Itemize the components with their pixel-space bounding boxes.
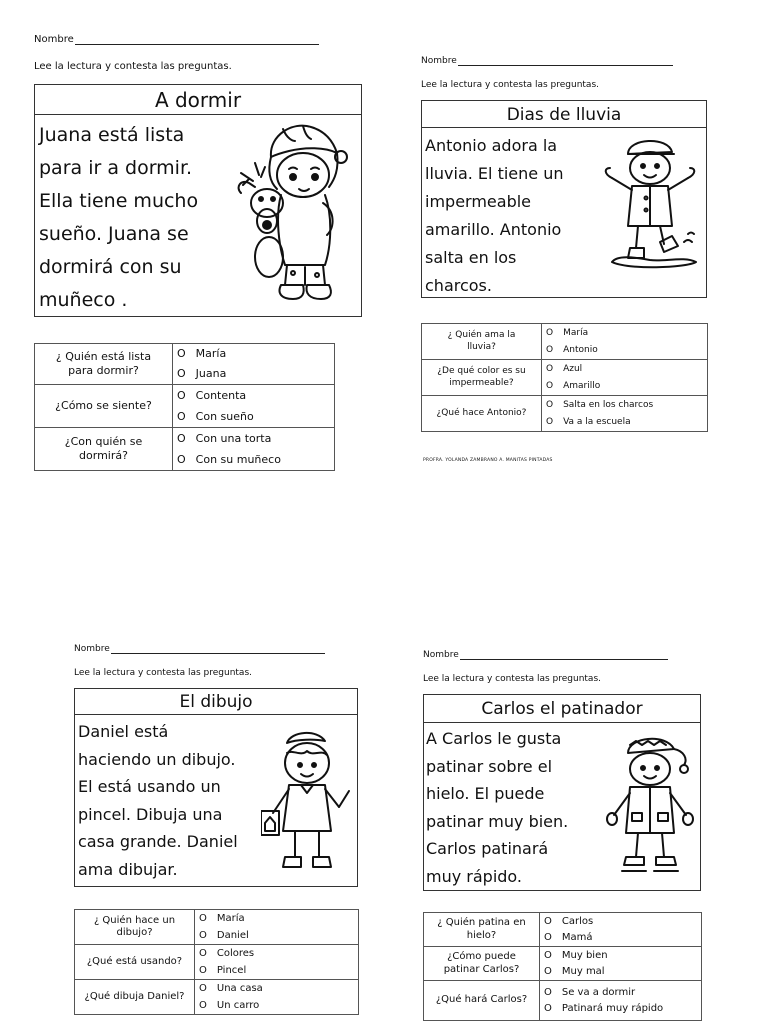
radio-circle-icon[interactable]: O bbox=[544, 965, 552, 977]
story-line: Juana está lista bbox=[39, 124, 185, 146]
instructions-text: Lee la lectura y contesta las preguntas. bbox=[74, 668, 253, 678]
answer-option[interactable] bbox=[177, 364, 330, 384]
question-cell bbox=[75, 980, 195, 1015]
option-label: María bbox=[216, 913, 245, 924]
options-cell bbox=[542, 360, 708, 396]
story-title-box bbox=[34, 84, 362, 115]
option-label: Va a la escuela bbox=[563, 416, 631, 427]
story-title-box bbox=[74, 688, 358, 715]
question-cell bbox=[424, 981, 540, 1021]
option-label: María bbox=[195, 347, 227, 360]
story-line: El está usando un bbox=[78, 777, 221, 796]
radio-circle-icon[interactable]: O bbox=[544, 949, 552, 961]
radio-circle-icon[interactable]: O bbox=[546, 399, 554, 410]
answer-option[interactable] bbox=[199, 927, 354, 944]
radio-circle-icon[interactable]: O bbox=[544, 1002, 552, 1014]
story-box bbox=[34, 115, 362, 317]
question-cell bbox=[35, 385, 173, 428]
story-line: hielo. El puede bbox=[426, 784, 545, 803]
table-row bbox=[424, 947, 702, 981]
story-text bbox=[425, 132, 563, 300]
questions-table bbox=[421, 323, 708, 432]
question-text: ¿Cómo se siente? bbox=[55, 399, 152, 413]
option-label: Antonio bbox=[563, 344, 598, 355]
girl-with-teddy-illustration bbox=[233, 117, 353, 301]
answer-option[interactable] bbox=[199, 980, 354, 997]
options-cell bbox=[195, 910, 359, 945]
question-text: hielo? bbox=[466, 929, 497, 941]
story-box bbox=[74, 715, 358, 887]
radio-circle-icon[interactable]: O bbox=[177, 432, 186, 445]
radio-circle-icon[interactable]: O bbox=[199, 1000, 207, 1011]
answer-option[interactable] bbox=[546, 361, 703, 378]
option-label: Se va a dormir bbox=[561, 986, 636, 998]
story-title-box bbox=[423, 694, 701, 723]
instructions-text: Lee la lectura y contesta las preguntas. bbox=[423, 674, 602, 684]
story-line: Antonio adora la bbox=[425, 136, 558, 155]
option-label: Patinará muy rápido bbox=[561, 1002, 664, 1014]
story-line: pincel. Dibuja una bbox=[78, 804, 223, 824]
question-text: ¿ Quién está lista bbox=[55, 350, 152, 364]
answer-option[interactable] bbox=[177, 428, 330, 449]
story-line: Daniel está bbox=[78, 722, 169, 741]
answer-option[interactable] bbox=[177, 385, 330, 406]
name-line[interactable] bbox=[111, 653, 325, 654]
question-text: ¿De qué color es su bbox=[437, 366, 526, 377]
question-text: ¿Cómo puede bbox=[447, 951, 516, 962]
answer-option[interactable] bbox=[544, 948, 697, 964]
questions-table bbox=[74, 909, 359, 1015]
name-field bbox=[423, 650, 668, 660]
radio-circle-icon[interactable]: O bbox=[177, 367, 186, 380]
name-field bbox=[34, 34, 319, 45]
answer-option[interactable] bbox=[177, 449, 330, 470]
story-line: salta en los bbox=[425, 248, 517, 267]
option-label: Amarillo bbox=[563, 380, 601, 391]
story-text bbox=[39, 119, 198, 317]
story-line: Ella tiene mucho bbox=[39, 190, 199, 212]
story-line: sueño. Juana se bbox=[39, 223, 189, 245]
question-text: ¿ Quién patina en bbox=[437, 917, 526, 928]
question-text: dibujo? bbox=[116, 927, 153, 938]
question-text: dormirá? bbox=[79, 449, 128, 462]
story-line: charcos. bbox=[425, 276, 492, 295]
table-row bbox=[35, 385, 335, 428]
question-cell bbox=[35, 344, 173, 385]
option-label: Contenta bbox=[195, 389, 247, 402]
radio-circle-icon[interactable]: O bbox=[544, 931, 552, 943]
question-text: ¿ Quién hace un bbox=[93, 914, 176, 926]
options-cell bbox=[540, 981, 702, 1021]
options-cell bbox=[195, 980, 359, 1015]
instructions-text: Lee la lectura y contesta las preguntas. bbox=[421, 80, 600, 90]
option-label: Colores bbox=[216, 948, 255, 959]
question-cell bbox=[35, 428, 173, 471]
story-line: casa grande. Daniel bbox=[78, 832, 238, 851]
story-text bbox=[78, 718, 238, 883]
options-cell bbox=[542, 324, 708, 360]
table-row bbox=[422, 396, 708, 432]
answer-option[interactable] bbox=[544, 930, 697, 946]
radio-circle-icon[interactable]: O bbox=[199, 965, 207, 976]
worksheet-el-dibujo bbox=[74, 644, 364, 1024]
story-title: Carlos el patinador bbox=[481, 699, 643, 719]
story-title: A dormir bbox=[154, 88, 242, 112]
instructions-text: Lee la lectura y contesta las preguntas. bbox=[34, 61, 232, 72]
options-cell bbox=[540, 947, 702, 981]
answer-option[interactable] bbox=[544, 1001, 697, 1017]
option-label: Muy mal bbox=[561, 965, 605, 977]
story-title-box bbox=[421, 100, 707, 128]
story-box bbox=[423, 723, 701, 891]
question-text: ¿ Quién ama la bbox=[447, 330, 516, 341]
questions-table bbox=[423, 912, 702, 1021]
story-text bbox=[426, 725, 568, 890]
question-text: ¿Qué hará Carlos? bbox=[435, 994, 528, 1006]
option-label: Muy bien bbox=[561, 949, 608, 961]
question-cell bbox=[75, 910, 195, 945]
question-cell bbox=[424, 947, 540, 981]
table-row bbox=[75, 945, 359, 980]
question-text: ¿Qué dibuja Daniel? bbox=[84, 990, 185, 1002]
story-line: para ir a dormir. bbox=[39, 157, 193, 179]
option-label: Pincel bbox=[216, 965, 247, 976]
table-row bbox=[422, 360, 708, 396]
story-line: A Carlos le gusta bbox=[426, 729, 562, 748]
answer-option[interactable] bbox=[199, 997, 354, 1014]
story-line: amarillo. Antonio bbox=[425, 220, 562, 239]
story-line: ama dibujar. bbox=[78, 859, 178, 879]
option-label: Una casa bbox=[216, 983, 263, 994]
table-row bbox=[424, 913, 702, 947]
radio-circle-icon[interactable]: O bbox=[546, 344, 554, 355]
answer-option[interactable] bbox=[546, 414, 703, 431]
radio-circle-icon[interactable]: O bbox=[177, 410, 186, 423]
story-line: muñeco . bbox=[39, 289, 128, 311]
boy-in-raincoat-illustration bbox=[598, 130, 704, 270]
radio-circle-icon[interactable]: O bbox=[177, 453, 186, 466]
question-text: patinar Carlos? bbox=[443, 963, 520, 975]
story-line: muy rápido. bbox=[426, 866, 523, 886]
options-cell bbox=[173, 344, 335, 385]
radio-circle-icon[interactable]: O bbox=[546, 363, 554, 374]
question-text: para dormir? bbox=[68, 364, 139, 377]
options-cell bbox=[195, 945, 359, 980]
option-label: Con una torta bbox=[195, 432, 272, 445]
radio-circle-icon[interactable]: O bbox=[177, 347, 186, 360]
option-label: Daniel bbox=[216, 930, 249, 941]
story-title: Dias de lluvia bbox=[506, 105, 622, 125]
option-label: Azul bbox=[563, 363, 583, 374]
worksheet-a-dormir bbox=[34, 34, 364, 474]
name-line[interactable] bbox=[460, 659, 668, 660]
footer-credit: PROFRA. YOLANDA ZAMBRANO A. MANITAS PINTADAS bbox=[423, 458, 553, 463]
table-row bbox=[75, 910, 359, 945]
radio-circle-icon[interactable]: O bbox=[546, 416, 554, 427]
story-line: patinar sobre el bbox=[426, 756, 553, 776]
option-label: Juana bbox=[195, 367, 227, 380]
answer-option[interactable] bbox=[544, 914, 697, 930]
worksheet-dias-de-lluvia bbox=[421, 56, 711, 466]
option-label: Mamá bbox=[561, 931, 593, 943]
radio-circle-icon[interactable]: O bbox=[199, 913, 207, 924]
name-field bbox=[421, 56, 673, 66]
story-box bbox=[421, 128, 707, 298]
question-text: ¿Qué hace Antonio? bbox=[436, 407, 527, 418]
table-row bbox=[35, 344, 335, 385]
radio-circle-icon[interactable]: O bbox=[177, 389, 186, 402]
answer-option[interactable] bbox=[199, 910, 354, 927]
radio-circle-icon[interactable]: O bbox=[199, 983, 207, 994]
worksheet-carlos-el-patinador bbox=[423, 650, 713, 1024]
question-cell bbox=[422, 324, 542, 360]
option-label: Con su muñeco bbox=[195, 453, 281, 466]
options-cell bbox=[540, 913, 702, 947]
radio-circle-icon[interactable]: O bbox=[546, 380, 554, 391]
table-row bbox=[35, 428, 335, 471]
radio-circle-icon[interactable]: O bbox=[544, 915, 552, 927]
options-cell bbox=[173, 385, 335, 428]
question-text: impermeable? bbox=[449, 377, 514, 388]
radio-circle-icon[interactable]: O bbox=[546, 327, 554, 338]
answer-option[interactable] bbox=[546, 342, 703, 359]
answer-option[interactable] bbox=[199, 945, 354, 962]
option-label: Con sueño bbox=[195, 410, 254, 423]
options-cell bbox=[542, 396, 708, 432]
answer-option[interactable] bbox=[199, 962, 354, 979]
radio-circle-icon[interactable]: O bbox=[544, 986, 552, 998]
question-text: ¿Con quién se bbox=[64, 435, 143, 449]
answer-option[interactable] bbox=[177, 344, 330, 364]
question-cell bbox=[424, 913, 540, 947]
option-label: Un carro bbox=[216, 1000, 260, 1011]
name-field bbox=[74, 644, 325, 654]
boy-with-paintbrush-illustration bbox=[261, 727, 353, 877]
story-line: lluvia. El tiene un bbox=[425, 164, 564, 183]
name-label: Nombre bbox=[34, 34, 74, 45]
answer-option[interactable] bbox=[546, 378, 703, 395]
option-label: María bbox=[563, 327, 589, 338]
table-row bbox=[424, 981, 702, 1021]
answer-option[interactable] bbox=[546, 325, 703, 342]
name-line[interactable] bbox=[75, 44, 319, 45]
story-line: dormirá con su bbox=[39, 256, 182, 278]
table-row bbox=[422, 324, 708, 360]
question-text: lluvia? bbox=[467, 341, 496, 352]
name-label: Nombre bbox=[74, 644, 110, 654]
story-title: El dibujo bbox=[179, 692, 253, 712]
story-line: patinar muy bien. bbox=[426, 811, 569, 831]
name-label: Nombre bbox=[421, 56, 457, 66]
option-label: Carlos bbox=[561, 915, 594, 927]
question-cell bbox=[422, 396, 542, 432]
option-label: Salta en los charcos bbox=[563, 399, 654, 410]
question-text: ¿Qué está usando? bbox=[86, 955, 183, 967]
questions-table bbox=[34, 343, 335, 471]
question-cell bbox=[422, 360, 542, 396]
answer-option[interactable] bbox=[544, 964, 697, 980]
radio-circle-icon[interactable]: O bbox=[199, 930, 207, 941]
answer-option[interactable] bbox=[546, 397, 703, 414]
question-cell bbox=[75, 945, 195, 980]
answer-option[interactable] bbox=[177, 406, 330, 427]
radio-circle-icon[interactable]: O bbox=[199, 948, 207, 959]
answer-option[interactable] bbox=[544, 985, 697, 1001]
name-line[interactable] bbox=[458, 65, 673, 66]
boy-ice-skater-illustration bbox=[604, 729, 698, 879]
story-line: Carlos patinará bbox=[426, 839, 549, 858]
name-label: Nombre bbox=[423, 650, 459, 660]
story-line: impermeable bbox=[425, 192, 532, 211]
table-row bbox=[75, 980, 359, 1015]
options-cell bbox=[173, 428, 335, 471]
story-line: haciendo un dibujo. bbox=[78, 749, 236, 769]
